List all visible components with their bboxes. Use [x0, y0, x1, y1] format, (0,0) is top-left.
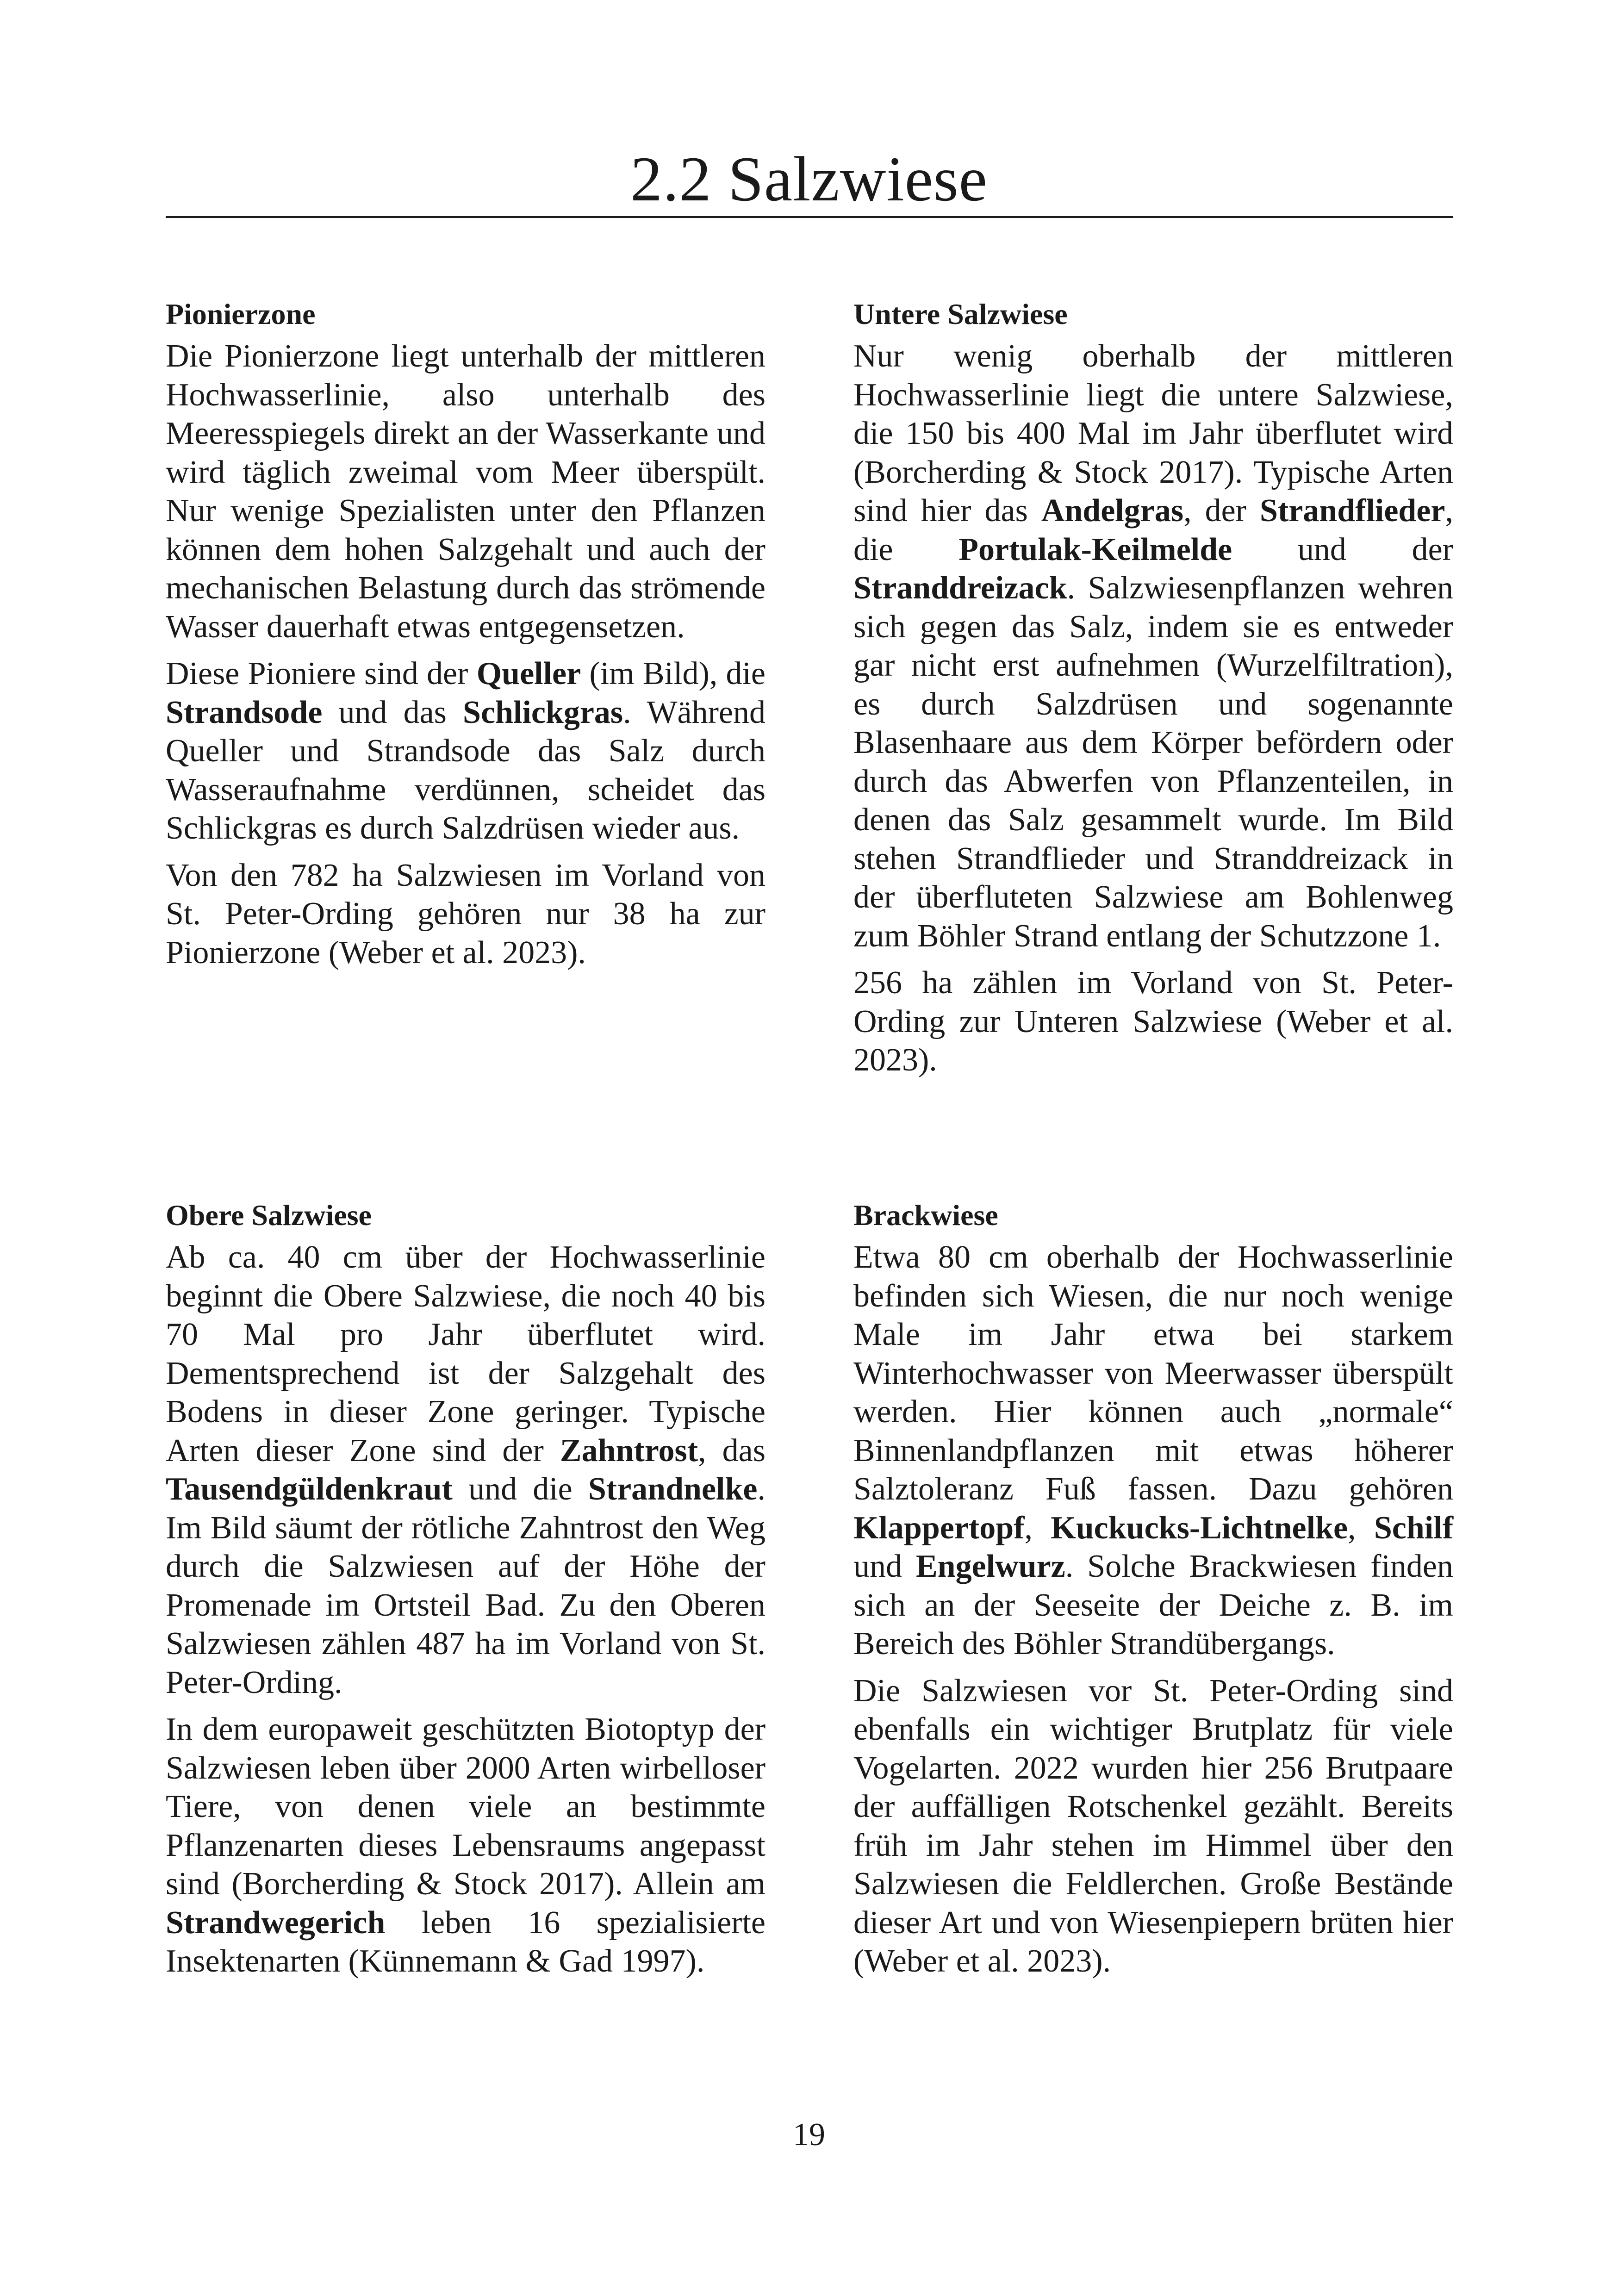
- text-run: und die: [452, 1471, 588, 1507]
- title-underline: [166, 216, 1453, 218]
- text-run: und das: [322, 694, 463, 730]
- text-run: , die: [853, 493, 1453, 567]
- text-run: , das: [698, 1432, 765, 1468]
- species-name: Strandsode: [166, 694, 323, 730]
- paragraph: [853, 1238, 1453, 1663]
- section-heading: Brackwiese: [853, 1199, 998, 1232]
- species-name: Strandnelke: [588, 1471, 758, 1507]
- text-run: Die Pionierzone liegt unterhalb der mittleren Hochwasserlinie, also unterhalb des Meeresspiegels direkt an der Wasserkante und wird täglich zweimal vom Meer überspült. Nur wenige Spezialisten unter den Pflanzen können dem hohen Salzgehalt und auch der mechanischen Belastung durch das strömende Wasser dauerhaft etwas entgegensetzen.: [166, 338, 765, 645]
- section-pionierzone: [166, 296, 765, 980]
- species-name: Portulak-Keilmelde: [958, 531, 1232, 567]
- species-name: Schlickgras: [463, 694, 623, 730]
- text-run: ,: [1348, 1510, 1374, 1546]
- section-untere-salzwiese: [853, 296, 1453, 1088]
- species-name: Schilf: [1374, 1510, 1454, 1546]
- section-brackwiese: [853, 1197, 1453, 1989]
- paragraph: [853, 337, 1453, 955]
- section-body: [853, 1238, 1453, 1981]
- text-run: Die Salzwiesen vor St. Peter-Ording sind ebenfalls ein wichtiger Brutplatz für viele Vogelarten. 2022 wurden hier 256 Brutpaare der auffälligen Rotschenkel gezählt. Bereits früh im Jahr stehen im Himmel über den Salzwiesen die Feldlerchen. Große Bestände dieser Art und von Wiesenpiepern brüten hier (Weber et al. 2023).: [853, 1673, 1453, 1979]
- section-body: [166, 337, 765, 972]
- paragraph: [166, 654, 765, 848]
- section-heading: Pionierzone: [166, 298, 316, 330]
- text-run: . Salzwiesenpflanzen wehren sich gegen das Salz, indem sie es entweder gar nicht erst aufnehmen (Wurzelfiltration), es durch Salzdrüsen und sogenannte Blasenhaare aus dem Körper befördern oder durch das Abwerfen von Pflanzenteilen, in denen das Salz gesammelt wurde. Im Bild stehen Strandflieder und Stranddreizack in der überfluteten Salzwiese am Bohlenweg zum Böhler Strand entlang der Schutzzone 1.: [853, 570, 1453, 954]
- paragraph: [166, 1710, 765, 1981]
- page-number: 19: [793, 2117, 825, 2153]
- species-name: Engelwurz: [915, 1549, 1065, 1584]
- text-run: . Solche Brackwiesen finden sich an der Seeseite der Deiche z. B. im Bereich des Böhler Strandübergangs.: [853, 1549, 1453, 1661]
- section-obere-salzwiese: [166, 1197, 765, 1989]
- page-title: 2.2 Salzwiese: [630, 143, 988, 214]
- text-run: Nur wenig oberhalb der mittleren Hochwasserlinie liegt die untere Salzwiese, die 150 bis 400 Mal im Jahr überflutet wird (Borcherding & Stock 2017). Typische Arten sind hier das: [853, 338, 1453, 529]
- text-run: Etwa 80 cm oberhalb der Hochwasserlinie befinden sich Wiesen, die nur noch wenige Male im Jahr etwa bei starkem Winterhochwasser von Meerwasser überspült werden. Hier können auch „normale“ Binnenlandpflanzen mit etwas höherer Salztoleranz Fuß fassen. Dazu gehören: [853, 1239, 1453, 1507]
- text-run: Von den 782 ha Salzwiesen im Vorland von St. Peter-Ording gehören nur 38 ha zur Pionierzone (Weber et al. 2023).: [166, 857, 765, 971]
- text-run: (im Bild), die: [581, 656, 766, 691]
- text-run: Ab ca. 40 cm über der Hochwasserlinie beginnt die Obere Salzwiese, die noch 40 bis 70 Mal pro Jahr überflutet wird. Dementsprechend ist der Salzgehalt des Bodens in dieser Zone geringer. Typische Arten dieser Zone sind der: [166, 1239, 765, 1468]
- text-run: . Während Queller und Strandsode das Salz durch Wasseraufnahme verdünnen, scheidet das Schlickgras es durch Salzdrüsen wieder aus.: [166, 694, 765, 846]
- section-heading: Obere Salzwiese: [166, 1199, 372, 1232]
- text-run: leben 16 spezialisierte Insektenarten (Künnemann & Gad 1997).: [166, 1904, 765, 1979]
- species-name: Queller: [476, 656, 581, 691]
- text-run: 256 ha zählen im Vorland von St. Peter-Ording zur Unteren Salzwiese (Weber et al. 2023).: [853, 965, 1453, 1078]
- text-run: . Im Bild säumt der rötliche Zahntrost den Weg durch die Salzwiesen auf der Höhe der Promenade im Ortsteil Bad. Zu den Oberen Salzwiesen zählen 487 ha im Vorland von St. Peter-Ording.: [166, 1471, 765, 1700]
- text-run: Diese Pioniere sind der: [166, 656, 477, 691]
- text-run: , der: [1183, 493, 1260, 529]
- species-name: Stranddreizack: [853, 570, 1067, 606]
- text-run: und: [853, 1549, 916, 1584]
- species-name: Tausendgüldenkraut: [166, 1471, 453, 1507]
- species-name: Kuckucks-Lichtnelke: [1051, 1510, 1348, 1546]
- paragraph: [166, 856, 765, 972]
- species-name: Zahntrost: [560, 1432, 698, 1468]
- paragraph: [853, 964, 1453, 1080]
- species-name: Klappertopf: [853, 1510, 1025, 1546]
- species-name: Strandflieder: [1259, 493, 1445, 529]
- species-name: Strandwegerich: [166, 1904, 386, 1941]
- species-name: Andelgras: [1041, 493, 1184, 529]
- section-body: [166, 1238, 765, 1981]
- text-run: und der: [1232, 531, 1453, 567]
- section-heading: Untere Salzwiese: [853, 298, 1068, 330]
- paragraph: [166, 1238, 765, 1702]
- paragraph: [166, 337, 765, 646]
- paragraph: [853, 1672, 1453, 1981]
- text-run: ,: [1024, 1510, 1051, 1546]
- section-body: [853, 337, 1453, 1080]
- text-run: In dem europaweit geschützten Biotoptyp der Salzwiesen leben über 2000 Arten wirbelloser Tiere, von denen viele an bestimmte Pflanzenarten dieses Lebensraums angepasst sind (Borcherding & Stock 2017). Allein am: [166, 1711, 765, 1902]
